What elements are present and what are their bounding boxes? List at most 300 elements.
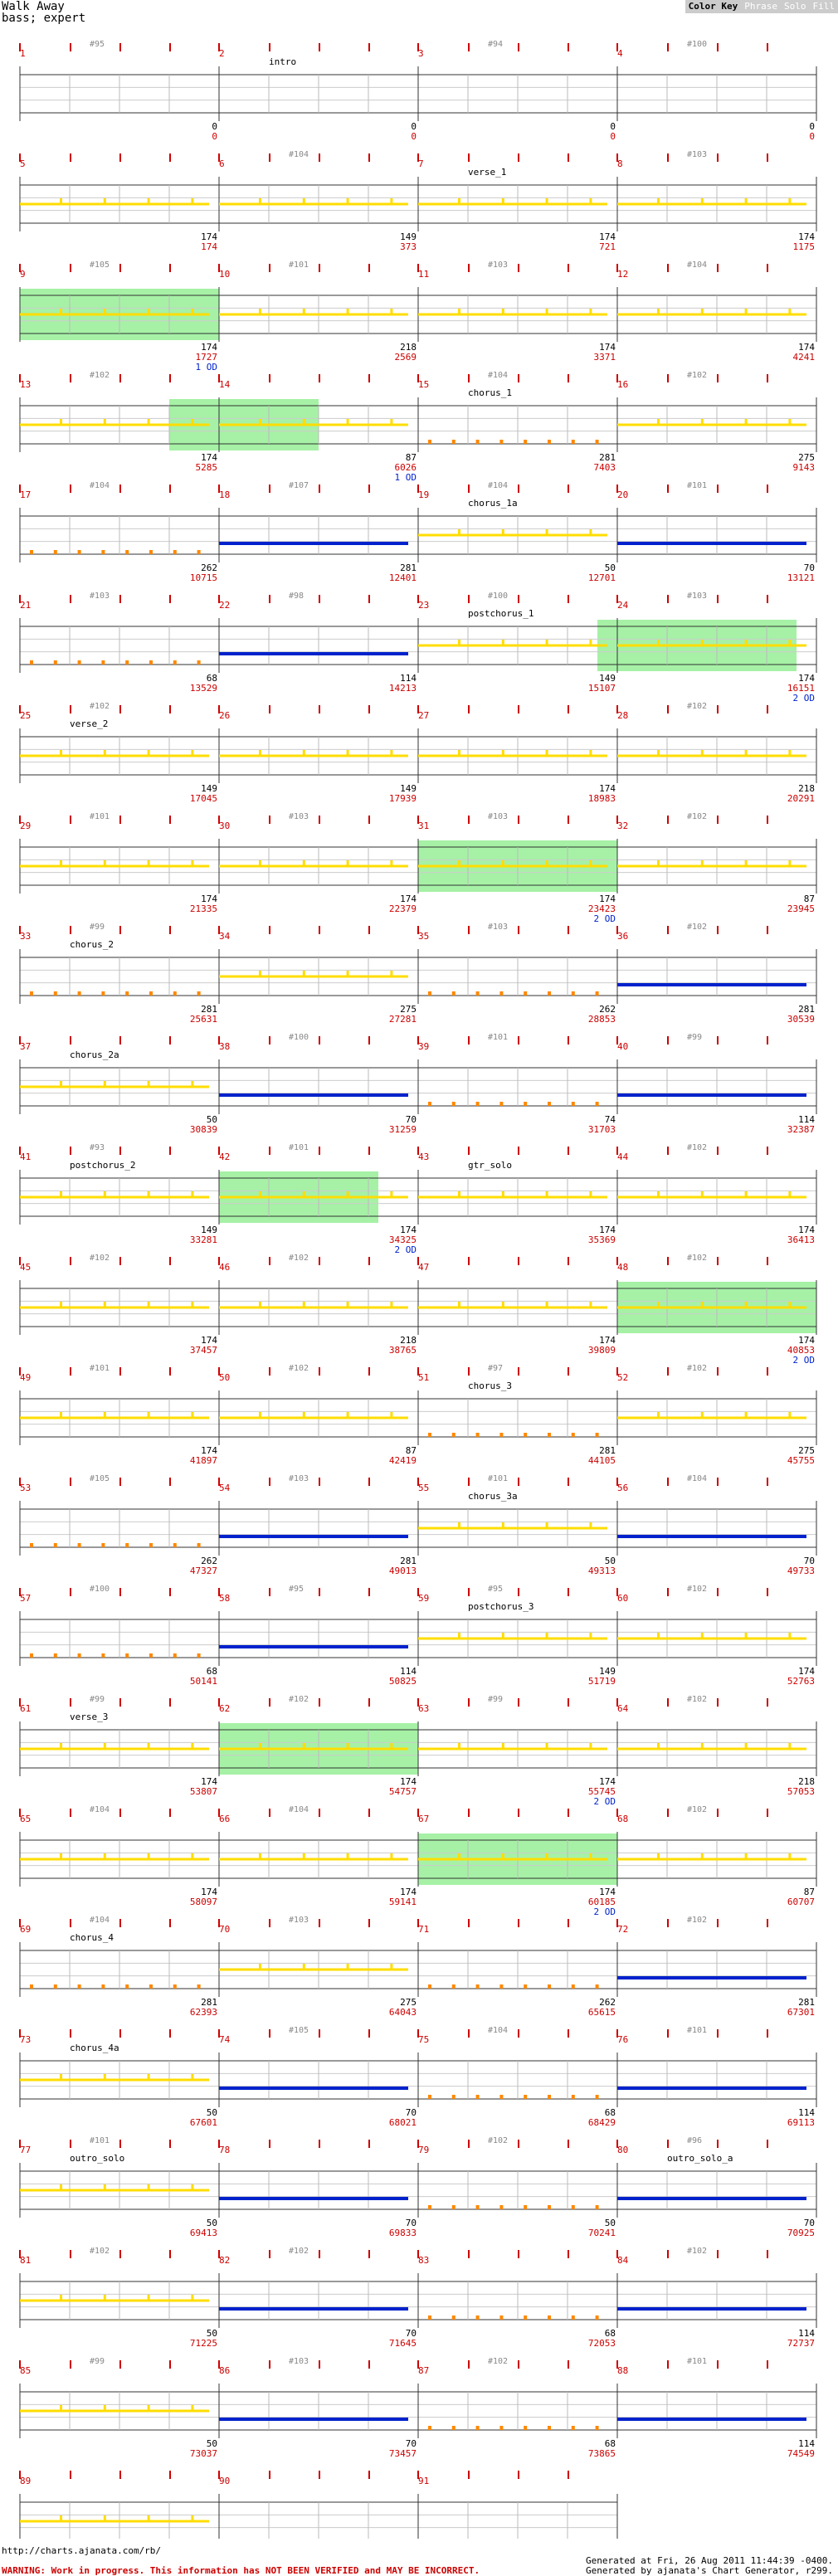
- measure-note-count: 262: [201, 1556, 217, 1566]
- running-total: 4241: [792, 352, 815, 363]
- beat-marker: [269, 1036, 270, 1045]
- measure-note-count: 275: [400, 1997, 417, 2008]
- running-total: 42419: [388, 1455, 417, 1466]
- note-yellow: [458, 1302, 460, 1307]
- beat-marker: [468, 485, 470, 493]
- measure-note-count: 262: [599, 1997, 616, 2008]
- note-yellow: [502, 1522, 504, 1527]
- measure-number: 45: [20, 1262, 32, 1273]
- note-orange: [101, 1653, 105, 1658]
- note-yellow: [701, 1743, 704, 1748]
- measure-number: 56: [617, 1483, 629, 1493]
- tempo-marker: #101: [488, 1033, 509, 1042]
- section-label: chorus_2a: [70, 1049, 119, 1060]
- note-orange: [572, 991, 575, 996]
- color-key-phrase: Phrase: [741, 0, 781, 13]
- beat-marker: [269, 1588, 270, 1596]
- measure-note-count: 149: [400, 231, 417, 242]
- measure-note-count: 70: [405, 2107, 417, 2118]
- note-orange: [30, 550, 33, 554]
- note-yellow: [303, 750, 305, 755]
- beat-marker: [319, 1919, 320, 1927]
- beat-marker: [767, 485, 768, 493]
- note-orange: [572, 440, 575, 444]
- measure-note-count: 70: [803, 2218, 815, 2228]
- beat-marker: [518, 1367, 519, 1376]
- measure-number: 63: [418, 1703, 430, 1714]
- running-total: 53807: [189, 1786, 217, 1797]
- tempo-marker: #95: [289, 1585, 305, 1594]
- note-orange: [452, 1984, 456, 1989]
- measure-number: 46: [219, 1262, 231, 1273]
- beat-marker: [568, 1478, 569, 1486]
- note-yellow: [60, 1302, 62, 1307]
- running-total: 15107: [587, 683, 616, 694]
- running-total: 52763: [787, 1676, 815, 1687]
- measure-number: 42: [219, 1152, 231, 1162]
- tempo-marker: #104: [687, 1474, 708, 1483]
- beat-marker: [169, 816, 171, 824]
- note-orange: [101, 991, 105, 996]
- beat-marker: [169, 1698, 171, 1707]
- note-orange: [428, 2205, 431, 2209]
- measure-number: 58: [219, 1593, 231, 1604]
- measure-number: 68: [617, 1814, 629, 1824]
- beat-marker: [368, 926, 370, 934]
- note-yellow: [148, 750, 150, 755]
- note-yellow: [788, 750, 791, 755]
- measure-number: 67: [418, 1814, 430, 1824]
- note-yellow: [502, 529, 504, 534]
- section-label: gtr_solo: [468, 1160, 512, 1171]
- note-yellow: [657, 1633, 660, 1638]
- note-yellow: [657, 1743, 660, 1748]
- beat-marker: [667, 595, 669, 603]
- note-orange: [173, 991, 177, 996]
- beat-marker: [119, 374, 121, 382]
- chart-row-9: [19, 923, 816, 1025]
- measure-note-count: 174: [201, 452, 217, 463]
- note-yellow: [458, 198, 460, 203]
- note-yellow: [745, 1853, 748, 1858]
- note-yellow: [191, 2515, 193, 2520]
- beat-marker: [717, 1919, 719, 1927]
- note-orange: [125, 550, 129, 554]
- beat-marker: [119, 153, 121, 162]
- beat-marker: [767, 1809, 768, 1817]
- note-yellow: [502, 750, 504, 755]
- running-total: 27281: [388, 1014, 417, 1025]
- note-yellow: [191, 198, 193, 203]
- note-yellow: [104, 1302, 106, 1307]
- running-total: 14213: [388, 683, 417, 694]
- beat-marker: [368, 1588, 370, 1596]
- tempo-marker: #101: [687, 2357, 708, 2366]
- tempo-marker: #104: [90, 481, 110, 490]
- note-yellow: [745, 640, 748, 645]
- beat-marker: [70, 595, 71, 603]
- note-orange: [548, 1102, 551, 1106]
- tempo-marker: #101: [289, 1143, 309, 1152]
- beat-marker: [667, 1478, 669, 1486]
- beat-marker: [667, 153, 669, 162]
- note-yellow: [458, 1853, 460, 1858]
- tempo-marker: #99: [90, 2357, 105, 2366]
- beat-marker: [169, 2140, 171, 2148]
- beat-marker: [368, 485, 370, 493]
- note-yellow: [104, 309, 106, 314]
- beat-marker: [568, 1257, 569, 1265]
- measure-note-count: 50: [604, 1556, 616, 1566]
- beat-marker: [269, 2250, 270, 2258]
- measure-number: 1: [20, 48, 26, 59]
- measure-number: 7: [418, 158, 424, 169]
- note-yellow: [589, 1853, 592, 1858]
- beat-marker: [568, 595, 569, 603]
- note-orange: [197, 1653, 201, 1658]
- note-orange: [149, 991, 153, 996]
- tempo-marker: #102: [687, 812, 708, 821]
- beat-marker: [269, 705, 270, 713]
- running-total: 60185: [587, 1897, 616, 1907]
- beat-marker: [269, 2029, 270, 2038]
- note-yellow: [60, 1743, 62, 1748]
- beat-marker: [568, 2360, 569, 2369]
- tempo-marker: #102: [90, 1254, 110, 1263]
- measure-number: 14: [219, 379, 231, 390]
- note-orange: [452, 2315, 456, 2320]
- note-yellow: [303, 1302, 305, 1307]
- tempo-marker: #95: [90, 40, 105, 49]
- note-orange: [125, 660, 129, 665]
- measure-number: 34: [219, 931, 231, 942]
- measure-note-count: 262: [201, 562, 217, 573]
- measure-number: 36: [617, 931, 629, 942]
- note-yellow: [104, 2295, 106, 2300]
- measure-number: 44: [617, 1152, 629, 1162]
- measure-note-count: 174: [400, 1225, 417, 1235]
- running-total: 70241: [587, 2228, 616, 2238]
- note-orange: [499, 440, 503, 444]
- overdrive-count: 2 OD: [593, 1906, 616, 1917]
- measure-number: 17: [20, 489, 32, 500]
- measure-number: 77: [20, 2145, 32, 2155]
- measure-number: 48: [617, 1262, 629, 1273]
- running-total: 69833: [388, 2228, 417, 2238]
- beat-marker: [70, 2140, 71, 2148]
- measure-number: 64: [617, 1703, 629, 1714]
- note-yellow: [347, 750, 349, 755]
- note-orange: [572, 1102, 575, 1106]
- beat-marker: [70, 1257, 71, 1265]
- note-yellow: [788, 640, 791, 645]
- note-yellow: [458, 860, 460, 865]
- note-orange: [54, 1984, 57, 1989]
- note-yellow: [657, 640, 660, 645]
- note-yellow: [303, 1853, 305, 1858]
- note-yellow: [60, 1412, 62, 1417]
- measure-note-count: 0: [212, 121, 217, 132]
- tempo-marker: #100: [687, 40, 708, 49]
- tempo-marker: #103: [289, 812, 309, 821]
- measure-number: 66: [219, 1814, 231, 1824]
- tempo-marker: #102: [687, 1143, 708, 1152]
- beat-marker: [70, 2250, 71, 2258]
- beat-marker: [767, 1147, 768, 1155]
- beat-marker: [119, 1698, 121, 1707]
- measure-number: 30: [219, 821, 231, 831]
- beat-marker: [717, 374, 719, 382]
- section-label: verse_3: [70, 1712, 109, 1722]
- tempo-marker: #105: [90, 1474, 110, 1483]
- note-yellow: [546, 860, 548, 865]
- measure-number: 90: [219, 2476, 231, 2486]
- note-yellow: [390, 419, 392, 424]
- measure-number: 37: [20, 1041, 32, 1052]
- note-yellow: [458, 750, 460, 755]
- note-yellow: [104, 1853, 106, 1858]
- note-yellow: [191, 2295, 193, 2300]
- measure-number: 24: [617, 600, 629, 611]
- running-total: 69113: [787, 2117, 815, 2128]
- running-total: 23423: [587, 903, 616, 914]
- note-yellow: [191, 1302, 193, 1307]
- note-yellow: [502, 1633, 504, 1638]
- note-yellow: [259, 971, 261, 976]
- beat-marker: [667, 1588, 669, 1596]
- beat-marker: [319, 1478, 320, 1486]
- note-orange: [452, 2095, 456, 2099]
- beat-marker: [568, 1036, 569, 1045]
- note-yellow: [502, 640, 504, 645]
- chart-row-8: [19, 812, 816, 924]
- beat-marker: [70, 2029, 71, 2038]
- tempo-marker: #103: [488, 261, 509, 270]
- note-orange: [499, 1984, 503, 1989]
- chart-row-15: [19, 1585, 816, 1687]
- tempo-marker: #102: [687, 923, 708, 932]
- note-orange: [78, 991, 81, 996]
- overdrive-count: 2 OD: [792, 1355, 815, 1366]
- beat-marker: [70, 1919, 71, 1927]
- beat-marker: [119, 2471, 121, 2479]
- note-yellow: [347, 1743, 349, 1748]
- beat-marker: [119, 1809, 121, 1817]
- beat-marker: [468, 374, 470, 382]
- beat-marker: [368, 2360, 370, 2369]
- beat-marker: [319, 43, 320, 51]
- beat-marker: [767, 153, 768, 162]
- measure-note-count: 87: [803, 1887, 815, 1897]
- footer-url[interactable]: http://charts.ajanata.com/rb/: [2, 2545, 162, 2556]
- tempo-marker: #102: [488, 2357, 509, 2366]
- running-total: 1175: [792, 241, 815, 252]
- tempo-marker: #103: [488, 812, 509, 821]
- note-yellow: [390, 1853, 392, 1858]
- running-total: 31703: [587, 1124, 616, 1135]
- note-yellow: [788, 860, 791, 865]
- beat-marker: [119, 485, 121, 493]
- running-total: 0: [411, 131, 417, 142]
- note-orange: [524, 2095, 527, 2099]
- running-total: 49013: [388, 1566, 417, 1576]
- tempo-marker: #101: [90, 812, 110, 821]
- beat-marker: [667, 1919, 669, 1927]
- note-yellow: [546, 198, 548, 203]
- note-yellow: [148, 1743, 150, 1748]
- note-yellow: [546, 640, 548, 645]
- measure-number: 60: [617, 1593, 629, 1604]
- beat-marker: [368, 2029, 370, 2038]
- running-total: 31259: [388, 1124, 417, 1135]
- beat-marker: [269, 1698, 270, 1707]
- note-yellow: [657, 198, 660, 203]
- note-yellow: [60, 2405, 62, 2410]
- note-orange: [524, 1984, 527, 1989]
- note-yellow: [589, 1522, 592, 1527]
- chart-row-23: [19, 2471, 617, 2539]
- note-orange: [476, 2205, 480, 2209]
- beat-marker: [717, 1036, 719, 1045]
- measure-note-count: 0: [411, 121, 417, 132]
- measure-number: 85: [20, 2365, 32, 2376]
- note-yellow: [390, 198, 392, 203]
- note-orange: [548, 2315, 551, 2320]
- measure-note-count: 174: [599, 783, 616, 794]
- note-orange: [125, 991, 129, 996]
- beat-marker: [767, 816, 768, 824]
- tempo-marker: #102: [687, 702, 708, 711]
- beat-marker: [767, 1478, 768, 1486]
- running-total: 0: [610, 131, 616, 142]
- note-yellow: [259, 860, 261, 865]
- beat-marker: [667, 2360, 669, 2369]
- beat-marker: [269, 816, 270, 824]
- measure-note-count: 174: [798, 231, 815, 242]
- overdrive-count: 1 OD: [195, 362, 217, 373]
- running-total: 40853: [787, 1345, 815, 1356]
- tempo-marker: #104: [687, 261, 708, 270]
- chart-row-14: [19, 1474, 816, 1576]
- note-yellow: [589, 750, 592, 755]
- running-total: 18983: [587, 793, 616, 804]
- beat-marker: [368, 264, 370, 272]
- note-yellow: [259, 1743, 261, 1748]
- note-orange: [101, 550, 105, 554]
- running-total: 5285: [195, 462, 217, 473]
- tempo-marker: #95: [488, 1585, 504, 1594]
- note-yellow: [546, 309, 548, 314]
- beat-marker: [269, 2140, 270, 2148]
- note-orange: [572, 1433, 575, 1437]
- beat-marker: [269, 1257, 270, 1265]
- note-yellow: [701, 198, 704, 203]
- chart-row-2: [19, 150, 816, 252]
- note-yellow: [458, 309, 460, 314]
- beat-marker: [468, 926, 470, 934]
- note-orange: [125, 1543, 129, 1547]
- measure-note-count: 70: [405, 2218, 417, 2228]
- tempo-marker: #93: [90, 1143, 105, 1152]
- overdrive-count: 2 OD: [593, 913, 616, 924]
- measure-note-count: 174: [798, 673, 815, 684]
- measure-number: 35: [418, 931, 430, 942]
- note-yellow: [701, 1853, 704, 1858]
- beat-marker: [319, 1588, 320, 1596]
- beat-marker: [667, 2029, 669, 2038]
- measure-number: 65: [20, 1814, 32, 1824]
- note-orange: [54, 1653, 57, 1658]
- running-total: 44105: [587, 1455, 616, 1466]
- beat-marker: [368, 2140, 370, 2148]
- beat-marker: [269, 485, 270, 493]
- measure-note-count: 68: [206, 1666, 217, 1677]
- beat-marker: [518, 2360, 519, 2369]
- beat-marker: [767, 43, 768, 51]
- beat-marker: [319, 595, 320, 603]
- tempo-marker: #102: [687, 1585, 708, 1594]
- beat-marker: [667, 926, 669, 934]
- note-yellow: [347, 860, 349, 865]
- note-yellow: [589, 1743, 592, 1748]
- beat-marker: [169, 1036, 171, 1045]
- beat-marker: [717, 153, 719, 162]
- beat-marker: [667, 2250, 669, 2258]
- note-orange: [149, 1543, 153, 1547]
- section-label: chorus_1a: [468, 498, 518, 509]
- tempo-marker: #103: [488, 923, 509, 932]
- note-orange: [428, 1984, 431, 1989]
- beat-marker: [119, 264, 121, 272]
- beat-marker: [269, 264, 270, 272]
- running-total: 73037: [189, 2448, 217, 2459]
- measure-number: 76: [617, 2034, 629, 2045]
- running-total: 47327: [189, 1566, 217, 1576]
- beat-marker: [518, 264, 519, 272]
- beat-marker: [518, 1919, 519, 1927]
- note-yellow: [104, 2184, 106, 2189]
- beat-marker: [119, 1919, 121, 1927]
- beat-marker: [767, 2140, 768, 2148]
- beat-marker: [518, 595, 519, 603]
- tempo-marker: #103: [687, 150, 708, 159]
- note-orange: [125, 1653, 129, 1658]
- note-orange: [30, 660, 33, 665]
- measure-note-count: 281: [599, 452, 616, 463]
- chart-row-21: [19, 2247, 816, 2349]
- note-yellow: [390, 971, 392, 976]
- beat-marker: [368, 374, 370, 382]
- beat-marker: [518, 1036, 519, 1045]
- tempo-marker: #102: [90, 702, 110, 711]
- note-yellow: [701, 1302, 704, 1307]
- running-total: 49313: [587, 1566, 616, 1576]
- note-yellow: [303, 309, 305, 314]
- note-orange: [572, 2095, 575, 2099]
- footer-generated-at: Generated at Fri, 26 Aug 2011 11:44:39 -0400.: [585, 2555, 833, 2566]
- note-orange: [173, 1984, 177, 1989]
- running-total: 13529: [189, 683, 217, 694]
- beat-marker: [568, 816, 569, 824]
- beat-marker: [319, 374, 320, 382]
- note-orange: [78, 550, 81, 554]
- beat-marker: [319, 2360, 320, 2369]
- note-yellow: [60, 750, 62, 755]
- running-total: 65615: [587, 2007, 616, 2018]
- beat-marker: [468, 1588, 470, 1596]
- note-yellow: [259, 1302, 261, 1307]
- measure-note-count: 174: [798, 1225, 815, 1235]
